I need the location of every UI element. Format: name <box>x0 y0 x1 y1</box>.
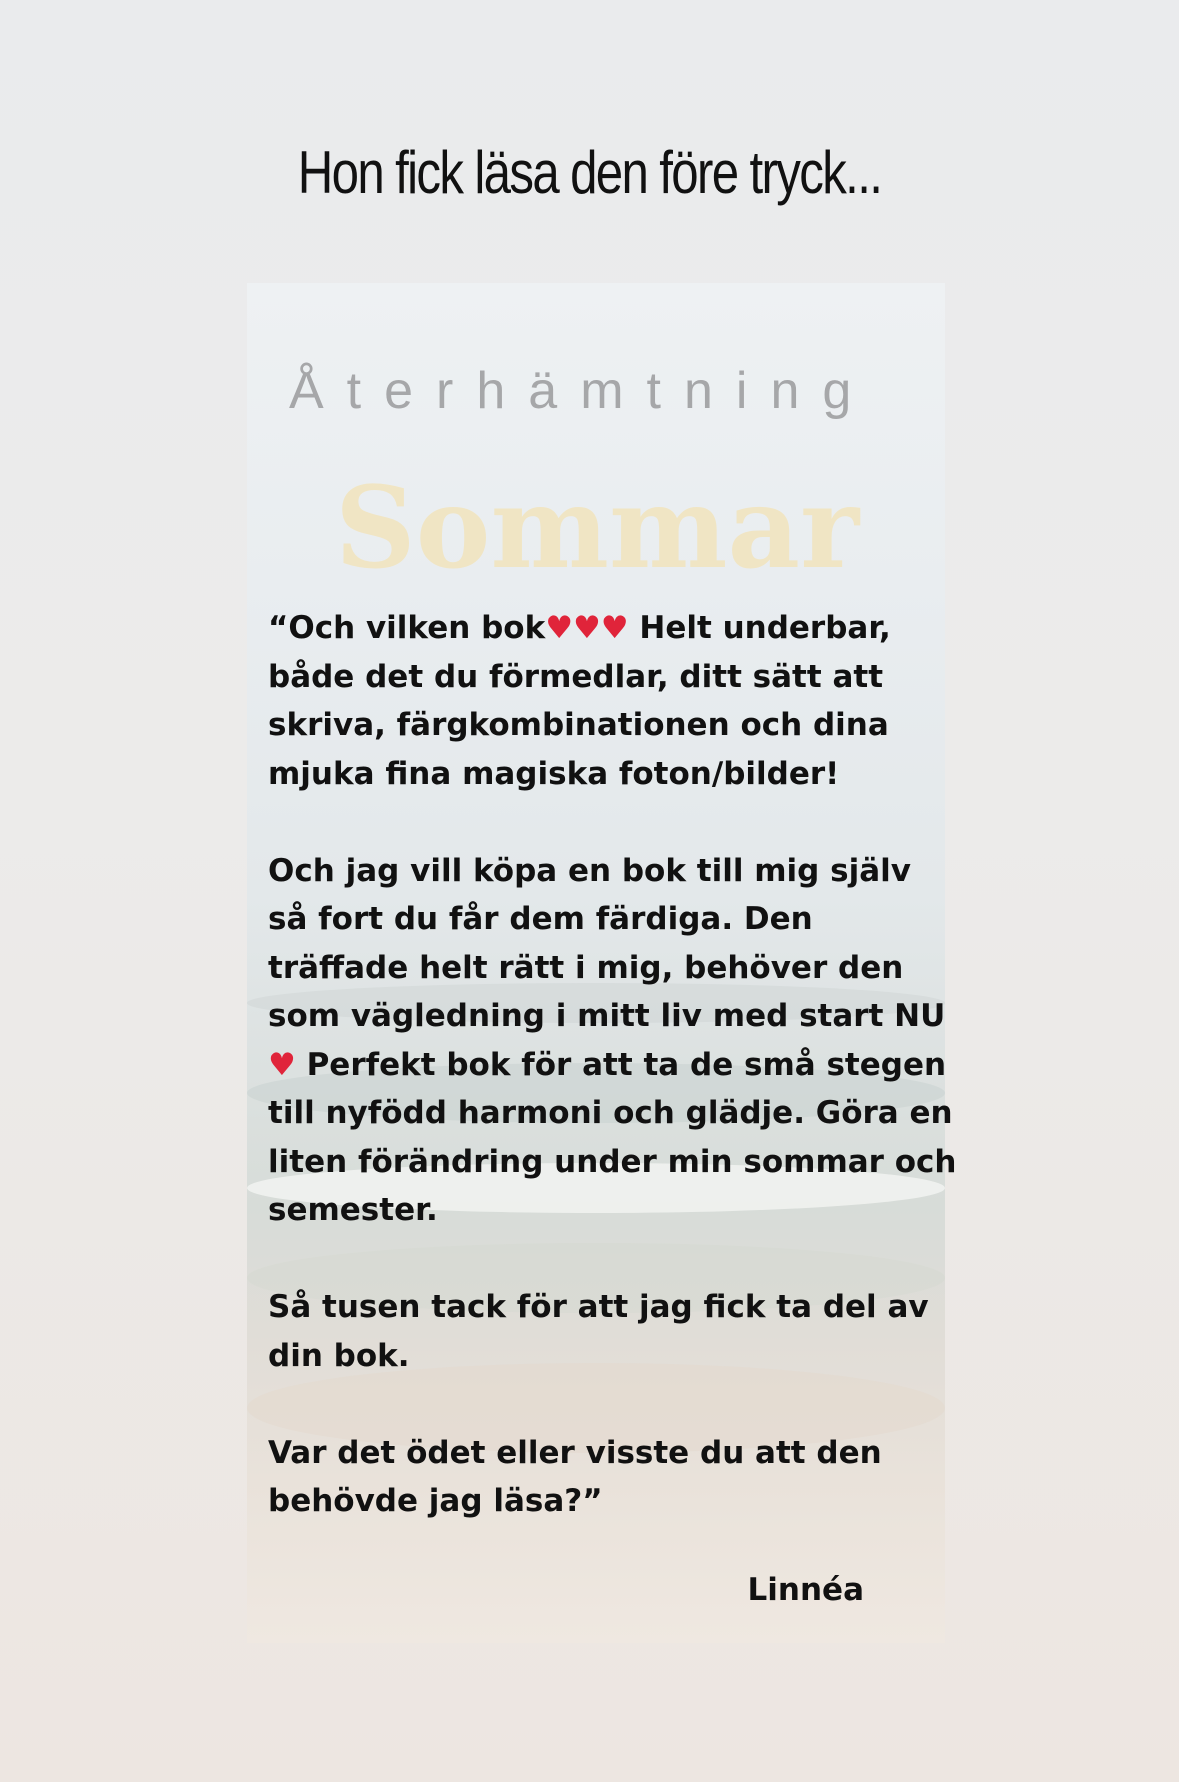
review-quote <box>268 604 968 1574</box>
quote-paragraph-3: Så tusen tack för att jag fick ta del av din bok. <box>268 1289 940 1374</box>
quote-text: Helt underbar, både det du förmedlar, ditt sätt att skriva, färgkombinationen och dina mjuka fina magiska foton/bilder! <box>268 610 902 792</box>
quote-paragraph-1 <box>268 604 958 798</box>
book-title: Sommar <box>334 463 860 594</box>
quote-text: “Och vilken bok <box>268 610 546 646</box>
quote-text: Perfekt bok för att ta de små stegen till nyfödd harmoni och glädje. Göra en liten förändring under min sommar och semester. <box>268 1046 968 1228</box>
quote-paragraph-4: Var det ödet eller visste du att den behövde jag läsa?” <box>268 1434 893 1519</box>
quote-text: Och jag vill köpa en bok till mig själv så fort du får dem färdiga. Den träffade helt rätt i mig, behöver den som vägledning i mitt liv med start NU <box>268 852 957 1034</box>
heart-icon: ♥♥♥ <box>545 610 629 646</box>
review-signature: Linnéa <box>747 1572 864 1608</box>
quote-paragraph-2 <box>268 847 968 1235</box>
heart-icon: ♥ <box>268 1046 296 1083</box>
book-subtitle: Återhämtning <box>289 362 875 420</box>
story-headline: Hon fick läsa den före tryck... <box>297 139 882 206</box>
book-cover-card <box>247 283 968 1643</box>
